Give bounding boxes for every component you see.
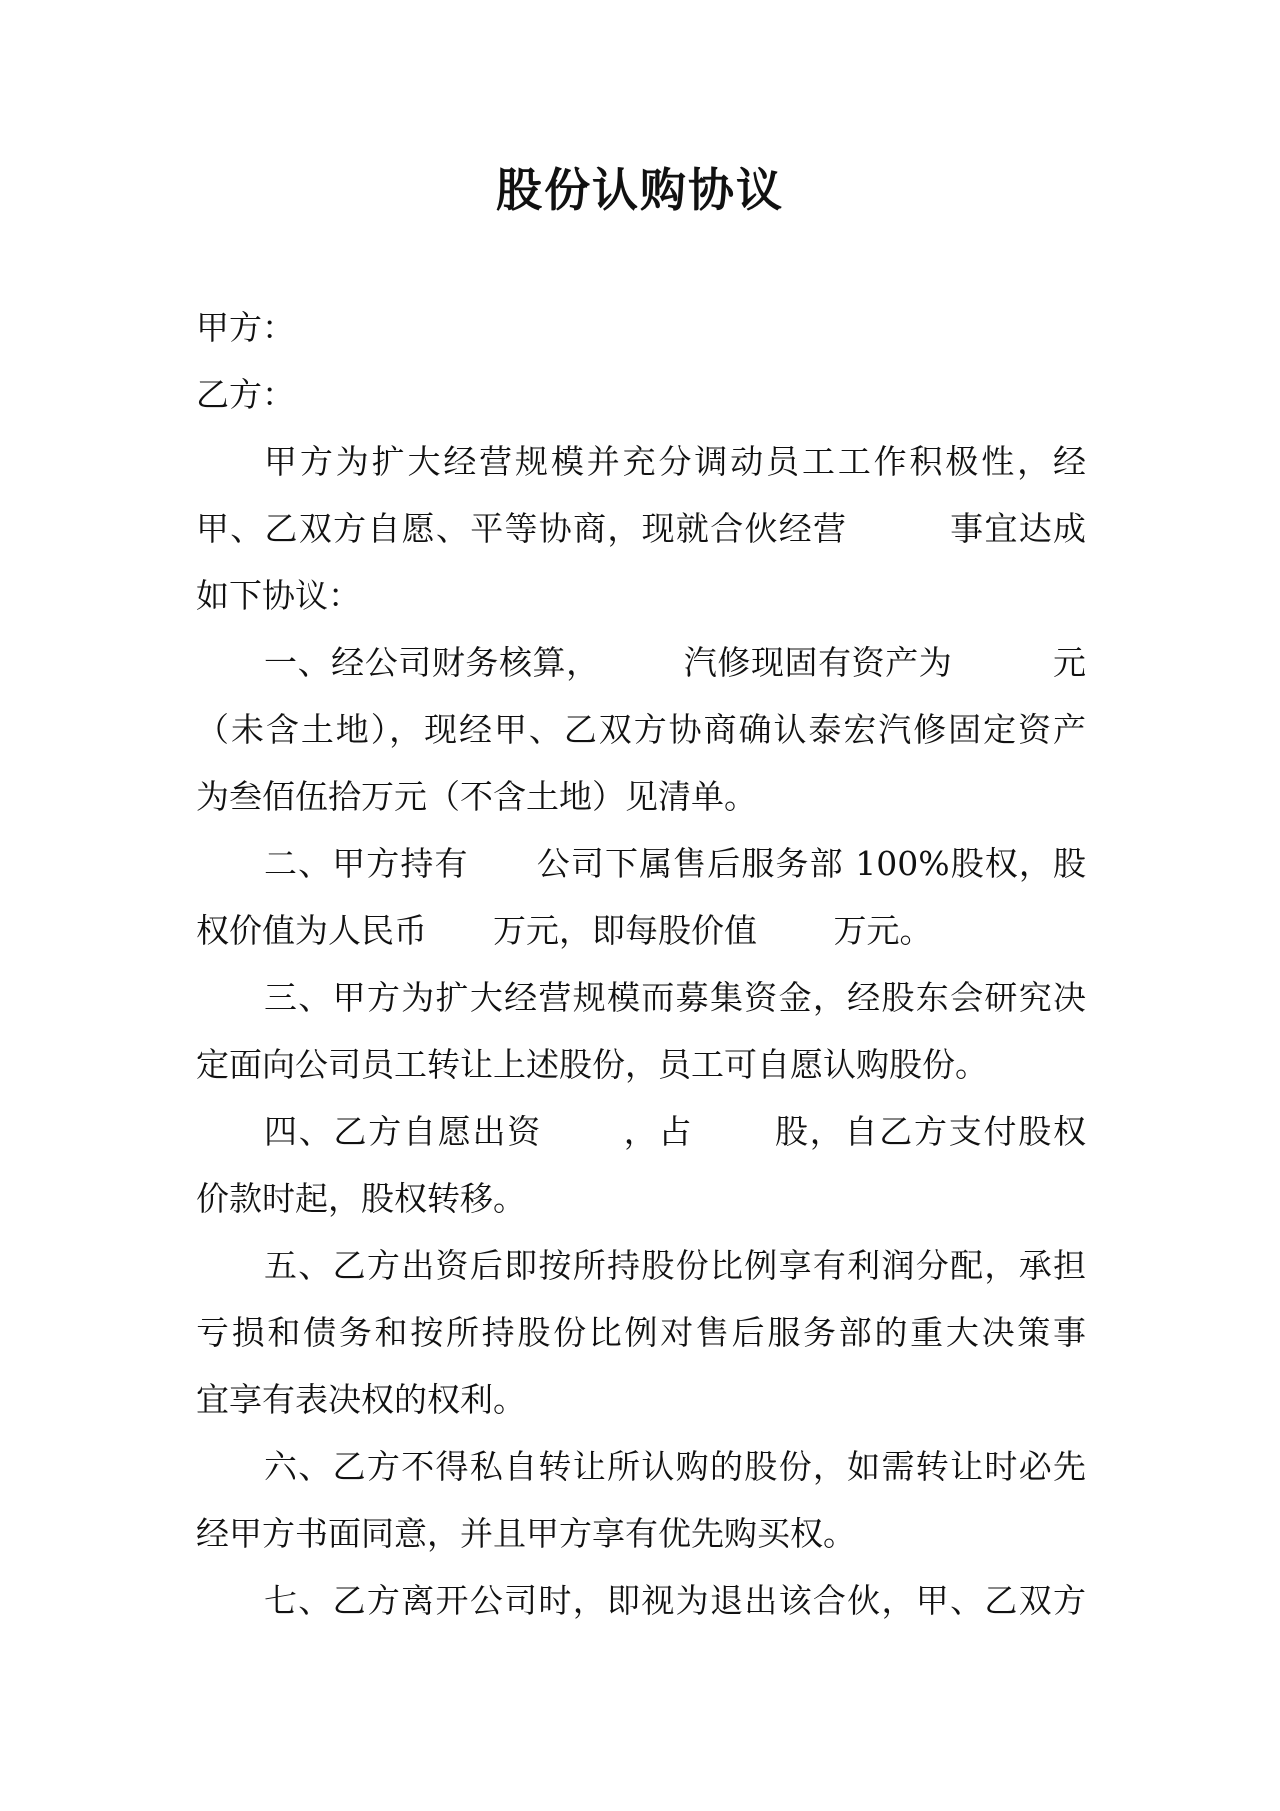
text-line: 经甲方书面同意，并且甲方享有优先购买权。	[196, 1514, 856, 1553]
text-line: 宜享有表决权的权利。	[196, 1380, 526, 1419]
text-line: 甲方：	[196, 308, 295, 347]
text-line: 为叁佰伍拾万元（不含土地）见清单。	[196, 777, 757, 816]
text-line: 四、乙方自愿出资 ，占 股，自乙方支付股权	[264, 1112, 1086, 1151]
text-line: 五、乙方出资后即按所持股份比例享有利润分配，承担	[264, 1246, 1086, 1285]
text-line: 七、乙方离开公司时，即视为退出该合伙，甲、乙双方	[264, 1581, 1086, 1620]
text-line: 甲、乙双方自愿、平等协商，现就合伙经营 事宜达成	[196, 509, 1086, 548]
text-line: 六、乙方不得私自转让所认购的股份，如需转让时必先	[264, 1447, 1086, 1486]
text-line: 如下协议：	[196, 576, 361, 615]
text-line: 三、甲方为扩大经营规模而募集资金，经股东会研究决	[264, 978, 1086, 1017]
document-body	[196, 294, 1086, 1634]
text-line: 价款时起，股权转移。	[196, 1179, 526, 1218]
text-line: 定面向公司员工转让上述股份，员工可自愿认购股份。	[196, 1045, 988, 1084]
text-line: 亏损和债务和按所持股份比例对售后服务部的重大决策事	[196, 1313, 1086, 1352]
text-line: 甲方为扩大经营规模并充分调动员工工作积极性，经	[264, 442, 1086, 481]
text-line: 乙方：	[196, 375, 295, 414]
text-line: 二、甲方持有 公司下属售后服务部 100%股权，股	[264, 844, 1086, 883]
text-line: 一、经公司财务核算， 汽修现固有资产为 元	[264, 643, 1086, 682]
text-line: （未含土地），现经甲、乙双方协商确认泰宏汽修固定资产	[196, 710, 1086, 749]
document-title: 股份认购协议	[496, 163, 784, 217]
text-line: 权价值为人民币 万元，即每股价值 万元。	[196, 911, 933, 950]
